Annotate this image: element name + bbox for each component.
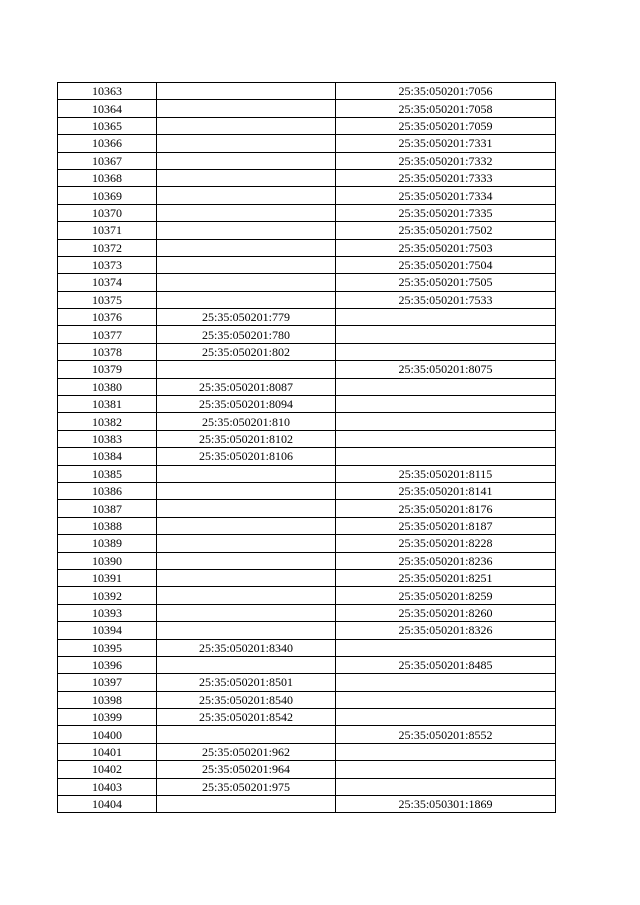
table-row — [58, 622, 556, 639]
cadastral-number-cell-right — [336, 378, 556, 395]
table-row — [58, 482, 556, 499]
cadastral-number-cell-left — [157, 187, 336, 204]
row-number-cell: 10370 — [58, 204, 157, 221]
row-number-cell: 10392 — [58, 587, 157, 604]
cadastral-number-cell-right: 25:35:050201:8228 — [336, 535, 556, 552]
cadastral-number-cell-right: 25:35:050201:7059 — [336, 117, 556, 134]
cadastral-number-cell-right — [336, 326, 556, 343]
table-row — [58, 309, 556, 326]
table-row — [58, 343, 556, 360]
cadastral-number-cell-left — [157, 135, 336, 152]
cadastral-number-cell-right — [336, 743, 556, 760]
cadastral-number-cell-right: 25:35:050201:8075 — [336, 361, 556, 378]
cadastral-number-cell-right — [336, 639, 556, 656]
cadastral-number-cell-right — [336, 709, 556, 726]
row-number-cell: 10381 — [58, 396, 157, 413]
table-row — [58, 569, 556, 586]
row-number-cell: 10391 — [58, 569, 157, 586]
table-row — [58, 796, 556, 813]
row-number-cell: 10365 — [58, 117, 157, 134]
cadastral-number-cell-right: 25:35:050301:1869 — [336, 796, 556, 813]
cadastral-number-cell-left — [157, 482, 336, 499]
cadastral-number-cell-right — [336, 674, 556, 691]
row-number-cell: 10363 — [58, 83, 157, 100]
cadastral-number-cell-left — [157, 117, 336, 134]
cadastral-number-cell-right: 25:35:050201:7505 — [336, 274, 556, 291]
cadastral-number-cell-left — [157, 204, 336, 221]
row-number-cell: 10395 — [58, 639, 157, 656]
table-body — [58, 83, 556, 813]
cadastral-number-cell-left — [157, 726, 336, 743]
table-row — [58, 778, 556, 795]
cadastral-number-cell-left — [157, 100, 336, 117]
table-row — [58, 691, 556, 708]
table-row — [58, 465, 556, 482]
table-row — [58, 100, 556, 117]
cadastral-number-cell-left — [157, 83, 336, 100]
cadastral-number-cell-right — [336, 413, 556, 430]
table-row — [58, 169, 556, 186]
table-row — [58, 204, 556, 221]
table-row — [58, 500, 556, 517]
table-row — [58, 587, 556, 604]
row-number-cell: 10379 — [58, 361, 157, 378]
cadastral-number-cell-right: 25:35:050201:8236 — [336, 552, 556, 569]
row-number-cell: 10393 — [58, 604, 157, 621]
cadastral-number-cell-left — [157, 152, 336, 169]
table-row — [58, 256, 556, 273]
table-row — [58, 535, 556, 552]
table-row — [58, 291, 556, 308]
cadastral-number-cell-right — [336, 448, 556, 465]
cadastral-number-cell-left — [157, 796, 336, 813]
table-row — [58, 656, 556, 673]
cadastral-number-cell-right: 25:35:050201:7058 — [336, 100, 556, 117]
row-number-cell: 10374 — [58, 274, 157, 291]
row-number-cell: 10383 — [58, 430, 157, 447]
table-row — [58, 761, 556, 778]
cadastral-number-cell-right: 25:35:050201:7502 — [336, 222, 556, 239]
cadastral-number-cell-left — [157, 552, 336, 569]
cadastral-number-cell-right: 25:35:050201:8251 — [336, 569, 556, 586]
row-number-cell: 10400 — [58, 726, 157, 743]
cadastral-number-cell-left — [157, 535, 336, 552]
row-number-cell: 10371 — [58, 222, 157, 239]
table-row — [58, 378, 556, 395]
cadastral-number-cell-left: 25:35:050201:810 — [157, 413, 336, 430]
cadastral-number-cell-right: 25:35:050201:8485 — [336, 656, 556, 673]
cadastral-number-cell-left: 25:35:050201:8540 — [157, 691, 336, 708]
cadastral-number-cell-right — [336, 430, 556, 447]
row-number-cell: 10402 — [58, 761, 157, 778]
cadastral-number-cell-left — [157, 465, 336, 482]
table-row — [58, 274, 556, 291]
row-number-cell: 10387 — [58, 500, 157, 517]
row-number-cell: 10373 — [58, 256, 157, 273]
cadastral-number-cell-right — [336, 343, 556, 360]
cadastral-number-cell-right — [336, 761, 556, 778]
cadastral-number-cell-right — [336, 396, 556, 413]
cadastral-number-cell-left: 25:35:050201:8340 — [157, 639, 336, 656]
cadastral-number-cell-left — [157, 361, 336, 378]
cadastral-number-cell-left — [157, 500, 336, 517]
cadastral-number-cell-left: 25:35:050201:962 — [157, 743, 336, 760]
row-number-cell: 10372 — [58, 239, 157, 256]
cadastral-number-table — [57, 82, 556, 813]
table-row — [58, 413, 556, 430]
cadastral-number-cell-right — [336, 309, 556, 326]
table-row — [58, 117, 556, 134]
cadastral-number-cell-left: 25:35:050201:780 — [157, 326, 336, 343]
cadastral-number-cell-left — [157, 256, 336, 273]
cadastral-number-cell-right — [336, 778, 556, 795]
row-number-cell: 10403 — [58, 778, 157, 795]
cadastral-number-cell-right: 25:35:050201:8187 — [336, 517, 556, 534]
table-row — [58, 239, 556, 256]
table-row — [58, 709, 556, 726]
table-row — [58, 83, 556, 100]
cadastral-number-cell-right: 25:35:050201:8260 — [336, 604, 556, 621]
cadastral-number-cell-right: 25:35:050201:8141 — [336, 482, 556, 499]
row-number-cell: 10366 — [58, 135, 157, 152]
cadastral-number-cell-right: 25:35:050201:7334 — [336, 187, 556, 204]
cadastral-number-cell-left — [157, 569, 336, 586]
row-number-cell: 10394 — [58, 622, 157, 639]
cadastral-number-cell-left: 25:35:050201:802 — [157, 343, 336, 360]
cadastral-number-cell-right: 25:35:050201:8326 — [336, 622, 556, 639]
row-number-cell: 10378 — [58, 343, 157, 360]
row-number-cell: 10398 — [58, 691, 157, 708]
cadastral-number-cell-left — [157, 169, 336, 186]
table-row — [58, 448, 556, 465]
cadastral-number-cell-left: 25:35:050201:8542 — [157, 709, 336, 726]
table-row — [58, 552, 556, 569]
row-number-cell: 10382 — [58, 413, 157, 430]
cadastral-number-cell-left: 25:35:050201:8094 — [157, 396, 336, 413]
cadastral-number-cell-left — [157, 587, 336, 604]
cadastral-number-cell-right — [336, 691, 556, 708]
row-number-cell: 10384 — [58, 448, 157, 465]
cadastral-number-cell-right: 25:35:050201:7056 — [336, 83, 556, 100]
cadastral-number-cell-right: 25:35:050201:7333 — [336, 169, 556, 186]
cadastral-number-cell-right: 25:35:050201:7332 — [336, 152, 556, 169]
row-number-cell: 10364 — [58, 100, 157, 117]
row-number-cell: 10399 — [58, 709, 157, 726]
row-number-cell: 10401 — [58, 743, 157, 760]
table-row — [58, 604, 556, 621]
cadastral-number-cell-right: 25:35:050201:7503 — [336, 239, 556, 256]
cadastral-number-cell-left — [157, 239, 336, 256]
row-number-cell: 10385 — [58, 465, 157, 482]
row-number-cell: 10390 — [58, 552, 157, 569]
table-row — [58, 187, 556, 204]
table-row — [58, 135, 556, 152]
row-number-cell: 10404 — [58, 796, 157, 813]
cadastral-number-cell-right: 25:35:050201:8176 — [336, 500, 556, 517]
cadastral-number-cell-left: 25:35:050201:964 — [157, 761, 336, 778]
cadastral-number-cell-right: 25:35:050201:8552 — [336, 726, 556, 743]
table-row — [58, 396, 556, 413]
cadastral-number-cell-left — [157, 222, 336, 239]
cadastral-number-cell-right: 25:35:050201:7335 — [336, 204, 556, 221]
table-row — [58, 517, 556, 534]
cadastral-number-cell-left — [157, 517, 336, 534]
row-number-cell: 10368 — [58, 169, 157, 186]
cadastral-number-cell-left — [157, 291, 336, 308]
cadastral-number-cell-right: 25:35:050201:8259 — [336, 587, 556, 604]
cadastral-number-cell-left: 25:35:050201:975 — [157, 778, 336, 795]
cadastral-number-cell-left — [157, 622, 336, 639]
row-number-cell: 10388 — [58, 517, 157, 534]
cadastral-number-cell-left — [157, 656, 336, 673]
table-row — [58, 430, 556, 447]
table-row — [58, 639, 556, 656]
row-number-cell: 10367 — [58, 152, 157, 169]
row-number-cell: 10389 — [58, 535, 157, 552]
row-number-cell: 10386 — [58, 482, 157, 499]
cadastral-number-cell-left: 25:35:050201:8087 — [157, 378, 336, 395]
row-number-cell: 10397 — [58, 674, 157, 691]
table-row — [58, 743, 556, 760]
row-number-cell: 10369 — [58, 187, 157, 204]
cadastral-number-cell-left — [157, 274, 336, 291]
row-number-cell: 10380 — [58, 378, 157, 395]
cadastral-number-cell-right: 25:35:050201:7331 — [336, 135, 556, 152]
row-number-cell: 10375 — [58, 291, 157, 308]
row-number-cell: 10377 — [58, 326, 157, 343]
cadastral-number-cell-right: 25:35:050201:7504 — [336, 256, 556, 273]
cadastral-number-cell-right: 25:35:050201:8115 — [336, 465, 556, 482]
cadastral-number-cell-left: 25:35:050201:8102 — [157, 430, 336, 447]
row-number-cell: 10396 — [58, 656, 157, 673]
cadastral-number-cell-left: 25:35:050201:779 — [157, 309, 336, 326]
cadastral-number-cell-left — [157, 604, 336, 621]
cadastral-number-cell-right: 25:35:050201:7533 — [336, 291, 556, 308]
table-row — [58, 326, 556, 343]
table-row — [58, 726, 556, 743]
cadastral-number-cell-left: 25:35:050201:8501 — [157, 674, 336, 691]
table-row — [58, 674, 556, 691]
table-row — [58, 361, 556, 378]
row-number-cell: 10376 — [58, 309, 157, 326]
cadastral-number-cell-left: 25:35:050201:8106 — [157, 448, 336, 465]
table-row — [58, 152, 556, 169]
table-row — [58, 222, 556, 239]
